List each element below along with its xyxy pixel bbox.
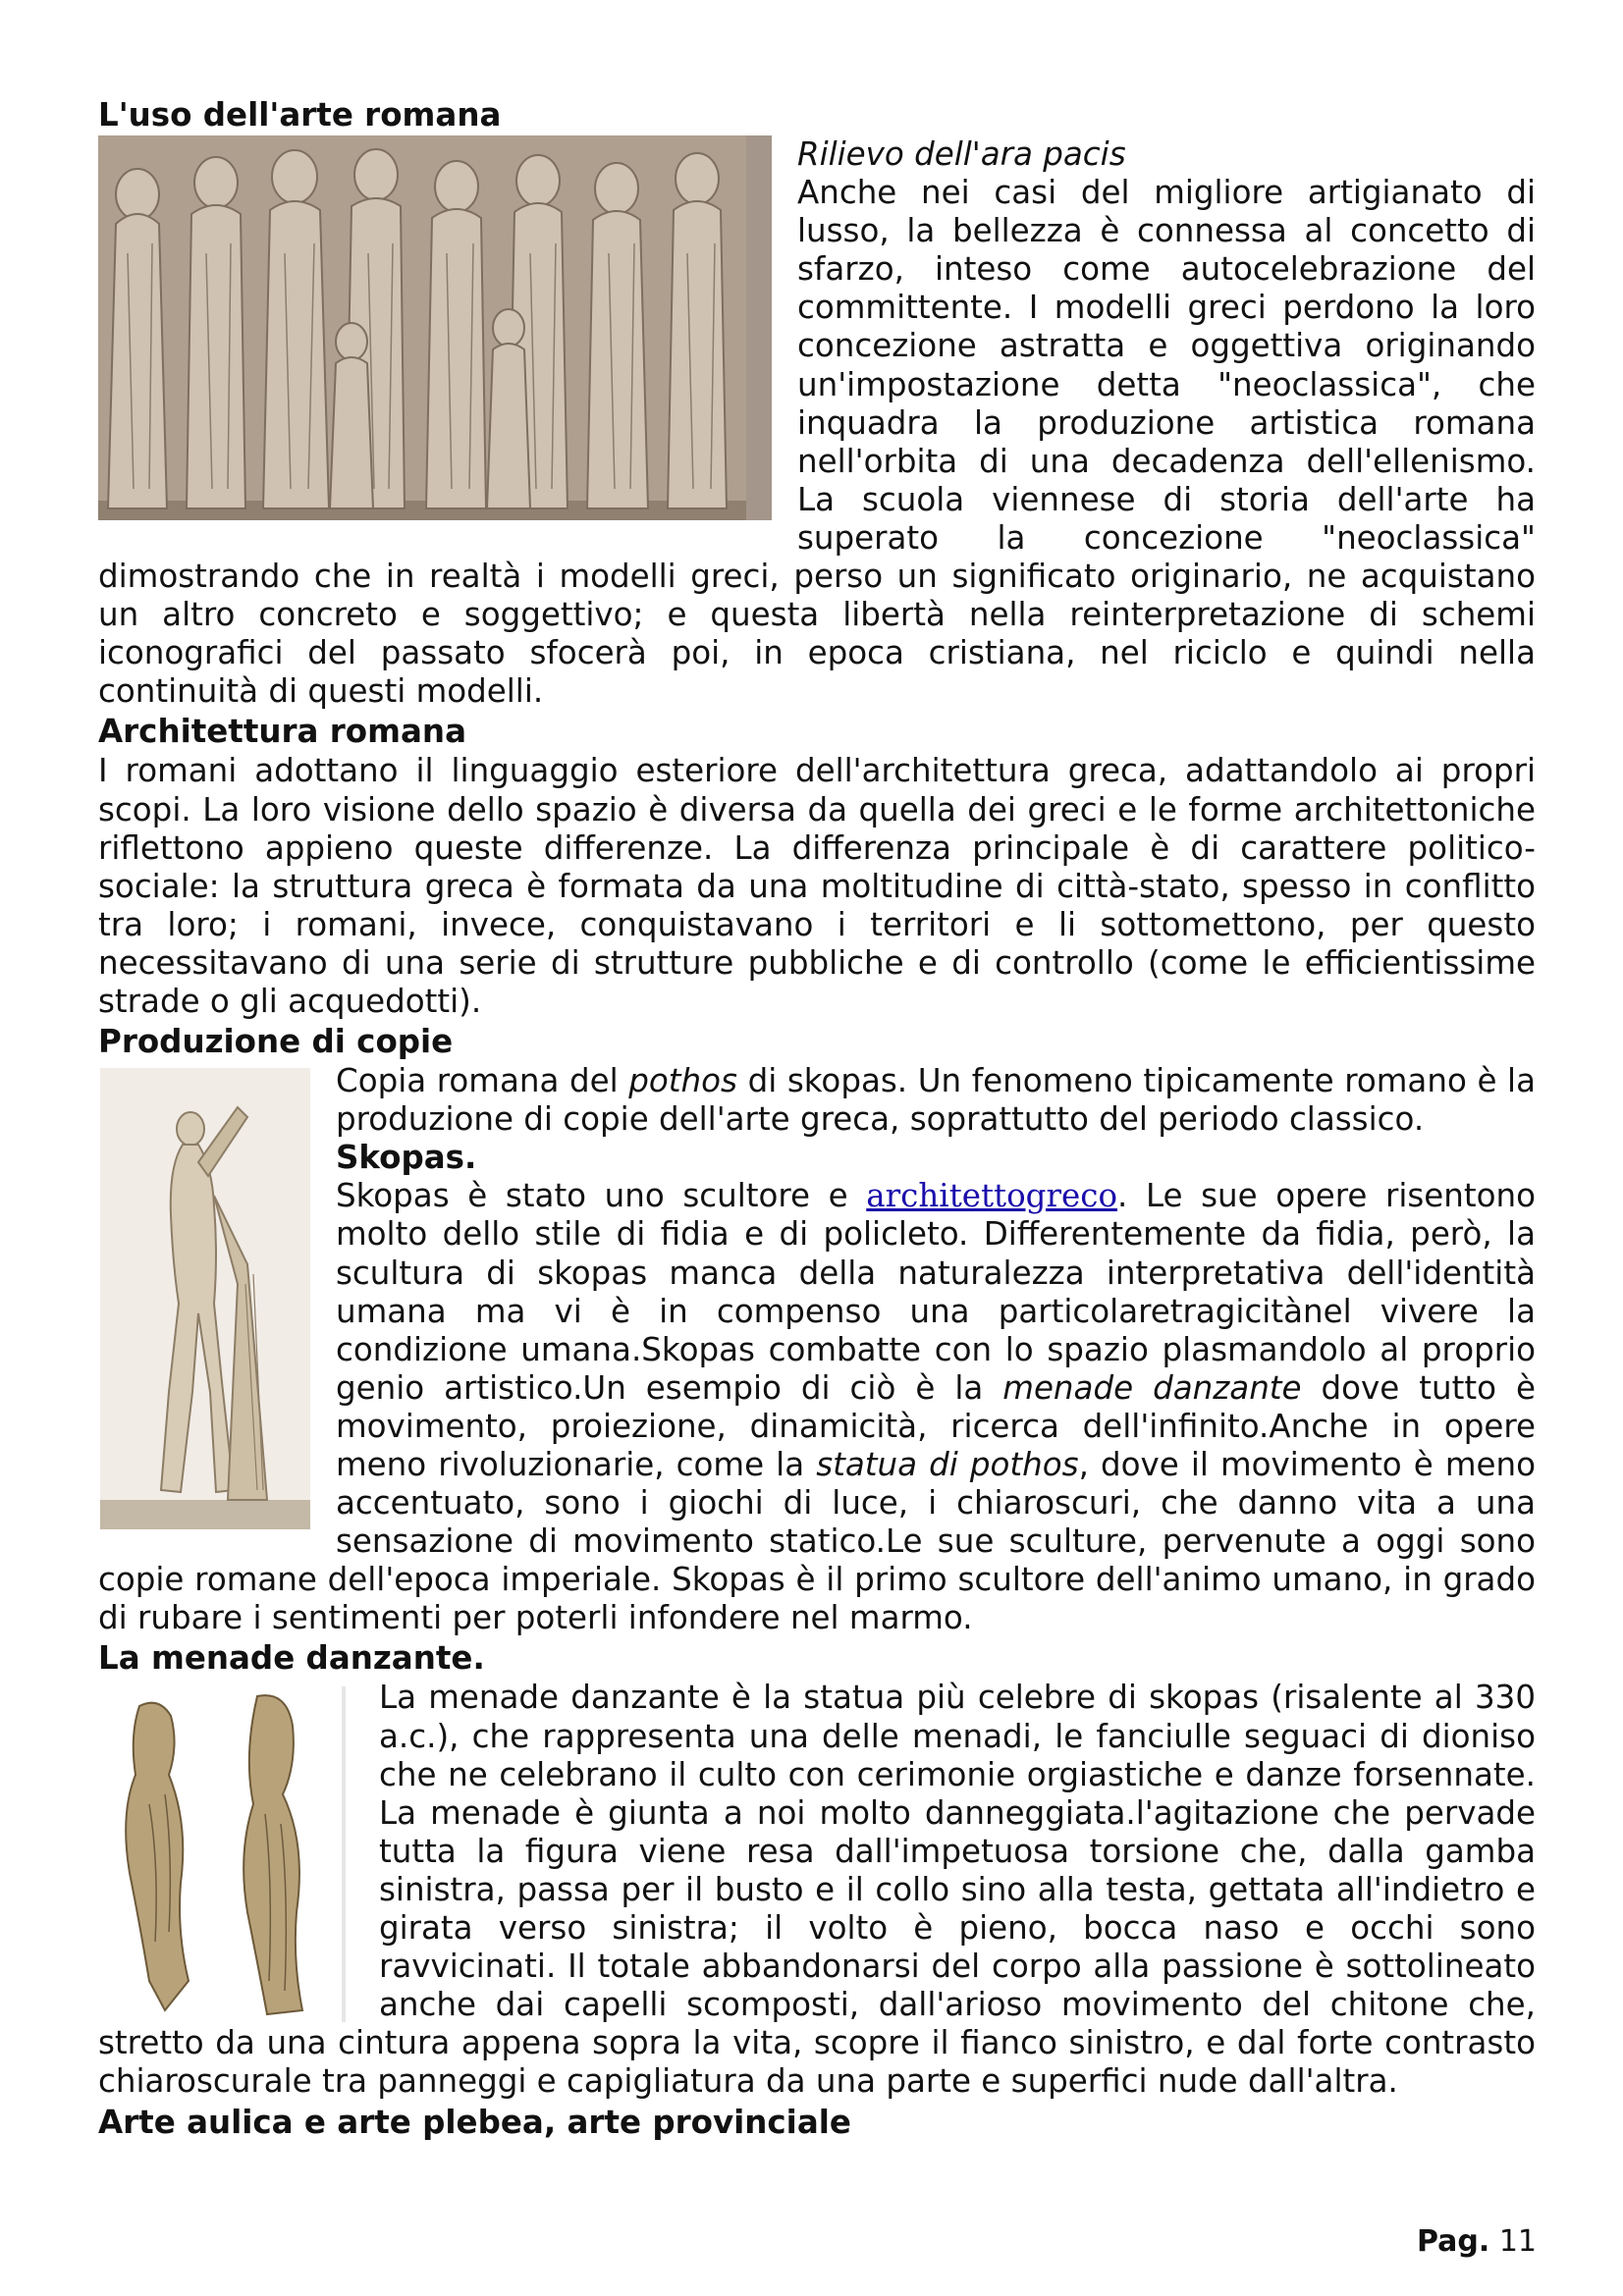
paragraph-architettura-romana: I romani adottano il linguaggio esteriore dell'architettura greca, adattandolo ai propri scopi. La loro visione dello spazio è diversa da quella dei greci e le forme architettoniche riflettono appieno queste differenze. La differenza principale è di carattere politico-sociale: la struttura greca è formata da una moltitudine di città-stato, spesso in conflitto tra loro; i romani, invece, conquistavano i territori e li sottomettono, per questo necessitavano di una serie di strutture pubbliche e di controllo (come le efficientissime strade o gli acquedotti).: [98, 752, 1536, 1020]
paragraph-skopas: Skopas è stato uno scultore e architettogreco. Le sue opere risentono molto dello stile di fidia e di policleto. Differentemente da fidia, però, la scultura di skopas manca della naturalezza interpretativa dell'identità umana ma vi è in compenso una particolaretragicitànel vivere la condizione umana.Skopas combatte con lo spazio plasmandolo al proprio genio artistico.Un esempio di ciò è la menade danzante dove tutto è movimento, proiezione, dinamicità, ricerca dell'infinito.Anche in opere meno rivoluzionarie, come la statua di pothos, dove il movimento è meno accentuato, sono i giochi di luce, i chiaroscuri, che danno vita a una sensazione di movimento statico.Le sue sculture, pervenute a oggi sono copie romane dell'epoca imperiale. Skopas è il primo scultore dell'animo umano, in grado di rubare i sentimenti per poterli infondere nel marmo.: [98, 1177, 1537, 1637]
heading-arte-aulica: Arte aulica e arte plebea, arte provinciale: [98, 2103, 851, 2141]
paragraph-menade-danzante: La menade danzante è la statua più celebre di skopas (risalente al 330 a.c.), che rappresenta una delle menadi, le fanciulle seguaci di dioniso che ne celebrano il culto con cerimonie orgiastiche e danze forsennate. La menade è giunta a noi molto danneggiata.l'agitazione che pervade tutta la figura viene resa dall'impetuosa torsione che, dalla gamba sinistra, passa per il busto e il collo sino alla testa, gettata all'indietro e girata verso sinistra; il volto è pieno, bocca naso e occhi sono ravvicinati. Il totale abbandonarsi del corpo alla passione è sottolineato anche dai capelli scomposti, dall'arioso movimento del chitone che, stretto da una cintura appena sopra la vita, scopre il fianco sinistro, e dal forte contrasto chiaroscurale tra panneggi e capigliatura da una parte e superfici nude dall'altra.: [98, 1679, 1536, 2101]
skopas-subheading: Skopas.: [336, 1139, 477, 1177]
page-number: 11: [1498, 2224, 1537, 2259]
page-footer: [1417, 2224, 1537, 2259]
pothos-intro-paragraph: Copia romana del pothos di skopas. Un fenomeno tipicamente romano è la produzione di copie dell'arte greca, soprattutto del periodo classico.: [336, 1062, 1536, 1139]
heading-menade-danzante: La menade danzante.: [98, 1639, 485, 1678]
page-content: [98, 94, 1536, 2143]
page-label: Pag.: [1416, 2224, 1490, 2259]
paragraph-uso-arte-romana: Anche nei casi del migliore artigianato di lusso, la bellezza è connessa al concetto di sfarzo, inteso come autocelebrazione del committente. I modelli greci perdono la loro concezione astratta e oggettiva originando un'impostazione detta "neoclassica", che inquadra la produzione artistica romana nell'orbita di una decadenza dell'ellenismo. La scuola viennese di storia dell'arte ha superato la concezione "neoclassica" dimostrando che in realtà i modelli greci, perso un significato originario, ne acquistano un altro concreto e soggettivo; e questa libertà nella reinterpretazione di schemi iconografici del passato sfocerà poi, in epoca cristiana, nel riciclo e quindi nella continuità di questi modelli.: [98, 174, 1536, 711]
ara-pacis-caption: Rilievo dell'ara pacis: [797, 135, 1126, 173]
heading-architettura-romana: Architettura romana: [98, 713, 467, 751]
heading-produzione-copie: Produzione di copie: [98, 1023, 454, 1061]
architettogreco-link[interactable]: architettogreco: [866, 1177, 1118, 1215]
ara-pacis-relief-image: [98, 135, 772, 520]
menade-danzante-image: [100, 1686, 353, 2022]
heading-uso-arte-romana: L'uso dell'arte romana: [98, 96, 502, 133]
pothos-statue-image: [100, 1068, 310, 1529]
